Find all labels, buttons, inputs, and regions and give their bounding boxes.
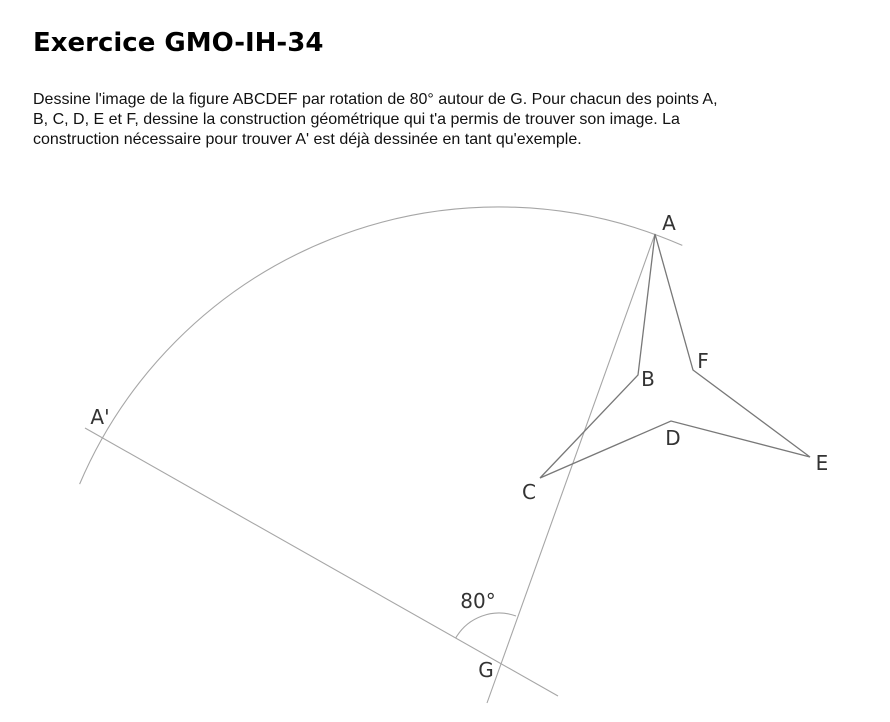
label-point-F: F <box>697 349 709 373</box>
label-point-A-prime: A' <box>90 405 110 429</box>
page-title: Exercice GMO-IH-34 <box>33 28 324 58</box>
construction-line-G-to-A-prime <box>85 428 558 696</box>
label-point-D: D <box>665 426 681 450</box>
instructions-line-1: Dessine l'image de la figure ABCDEF par rotation de 80° autour de G. Pour chacun des points A, <box>33 91 718 108</box>
instructions-line-2: B, C, D, E et F, dessine la construction géométrique qui t'a permis de trouver son image. La <box>33 111 680 128</box>
label-point-B: B <box>641 367 655 391</box>
label-point-C: C <box>522 480 536 504</box>
label-angle-80: 80° <box>460 589 496 613</box>
label-point-E: E <box>815 451 829 475</box>
label-point-A: A <box>662 211 676 235</box>
instructions-line-3: construction nécessaire pour trouver A' est déjà dessinée en tant qu'exemple. <box>33 131 582 148</box>
rotation-arc-A-to-A-prime <box>80 207 683 484</box>
construction-line-G-to-A <box>487 234 655 703</box>
label-point-G: G <box>478 658 494 682</box>
angle-arc-80-degrees <box>456 613 516 638</box>
